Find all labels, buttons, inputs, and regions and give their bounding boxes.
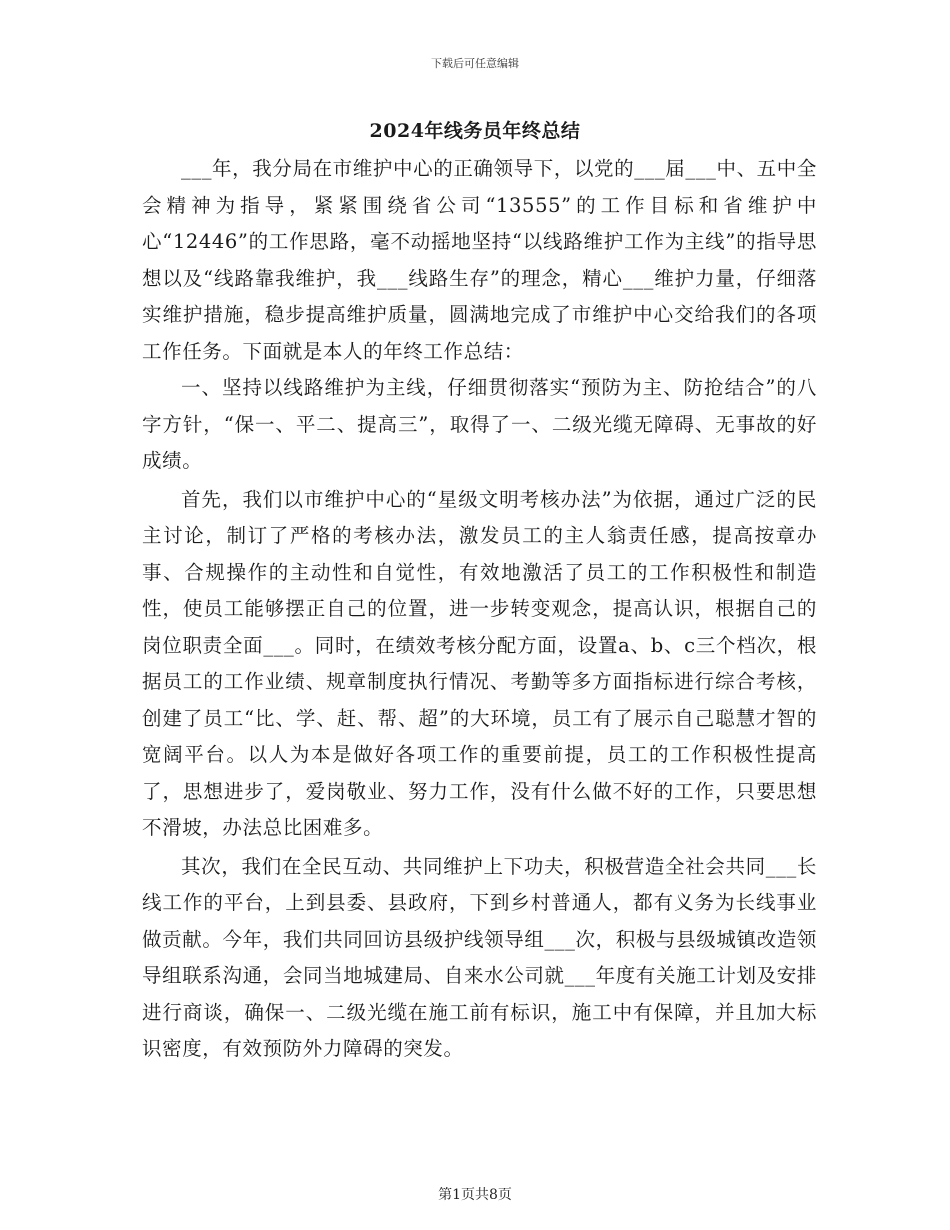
document-title: 2024年线务员年终总结 — [369, 120, 581, 142]
paragraph-intro: ___年，我分局在市维护中心的正确领导下，以党的___届___中、五中全会精神为指导，紧紧围绕省公司“13555”的工作目标和省维护中心“12446”的工作思路，毫不动摇地坚持“以线路维护工作为主线”的指导思想以及“线路靠我维护，我___线路生存”的理念，精心___维护力量，仔细落实维护措施，稳步提高维护质量，圆满地完成了市维护中心交给我们的各项工作任务。下面就是本人的年终工作总结： — [142, 157, 817, 363]
page-footer: 第1页共8页 — [438, 1187, 512, 1203]
paragraph-section-one: 一、坚持以线路维护为主线，仔细贯彻落实“预防为主、防抢结合”的八字方针，“保一、平二、提高三”，取得了一、二级光缆无障碍、无事故的好成绩。 — [142, 376, 817, 472]
header-note: 下载后可任意编辑 — [431, 57, 519, 70]
paragraph-second: 其次，我们在全民互动、共同维护上下功夫，积极营造全社会共同___长线工作的平台，上到县委、县政府，下到乡村普通人，都有义务为长线事业做贡献。今年，我们共同回访县级护线领导组___次，积极与县级城镇改造领导组联系沟通，会同当地城建局、自来水公司就___年度有关施工计划及安排进行商谈，确保一、二级光缆在施工前有标识，施工中有保障，并且加大标识密度，有效预防外力障碍的突发。 — [142, 854, 817, 1060]
document-body — [142, 151, 817, 1068]
paragraph-first: 首先，我们以市维护中心的“星级文明考核办法”为依据，通过广泛的民主讨论，制订了严格的考核办法，激发员工的主人翁责任感，提高按章办事、合规操作的主动性和自觉性，有效地激活了员工的工作积极性和制造性，使员工能够摆正自己的位置，进一步转变观念，提高认识，根据自己的岗位职责全面___。同时，在绩效考核分配方面，设置a、b、c三个档次，根据员工的工作业绩、规章制度执行情况、考勤等多方面指标进行综合考核，创建了员工“比、学、赶、帮、超”的大环境，员工有了展示自己聪慧才智的宽阔平台。以人为本是做好各项工作的重要前提，员工的工作积极性提高了，思想进步了，爱岗敬业、努力工作，没有什么做不好的工作，只要思想不滑坡，办法总比困难多。 — [142, 487, 817, 839]
